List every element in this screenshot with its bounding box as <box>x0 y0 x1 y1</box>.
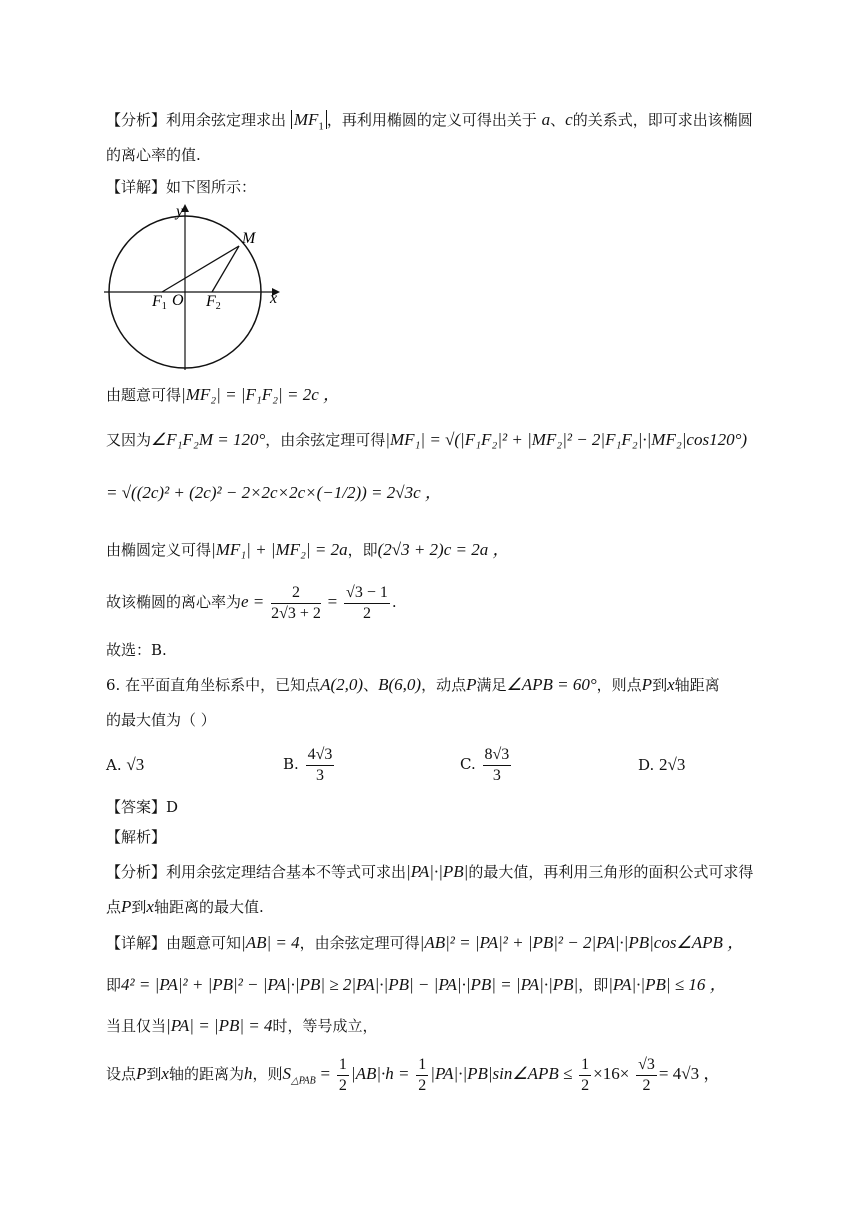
math: ×16× <box>593 1064 630 1083</box>
fraction-half <box>579 1055 591 1096</box>
text: B. <box>283 755 299 773</box>
text: 到 <box>652 676 668 694</box>
math-c: c <box>565 110 573 129</box>
f1-label <box>151 293 167 312</box>
text: 由椭圆定义可得 <box>106 541 212 559</box>
text: 2 <box>581 1076 590 1094</box>
text: ，则点 <box>596 676 642 694</box>
equality-line <box>106 1016 378 1036</box>
text: ，即 <box>347 541 378 559</box>
question-number: 6. <box>106 676 121 694</box>
inequality-line <box>106 975 727 995</box>
x-label: x <box>270 290 278 307</box>
f2-label <box>205 293 221 312</box>
equation-1 <box>106 385 340 405</box>
question-6-line-2: 的最大值为（ ） <box>106 711 216 729</box>
text: 8√3 <box>483 745 512 766</box>
text: √3 <box>636 1055 657 1076</box>
text: 又因为 <box>106 431 152 449</box>
math: = <box>327 592 338 611</box>
text: 即 <box>106 976 122 994</box>
text: 2√3 + 2 <box>271 604 321 622</box>
math: ∠APB = 60° <box>506 675 597 694</box>
text: F <box>206 293 216 310</box>
fraction <box>306 745 335 786</box>
math: √3 <box>126 755 145 774</box>
math: P <box>136 1064 147 1083</box>
text: D. <box>638 756 655 774</box>
math: |PA|·|PB| <box>406 862 469 881</box>
math: (2√3 + 2)c = 2a ， <box>377 540 510 559</box>
math-a: a <box>541 110 551 129</box>
text: 的最大值，再利用三角形的面积公式可求得 <box>468 863 754 881</box>
math-abs-mf1 <box>291 110 327 133</box>
text: 到 <box>131 898 147 916</box>
text: F <box>152 293 162 310</box>
text: 2 <box>215 301 221 312</box>
math: x <box>161 1064 169 1083</box>
text: 3 <box>315 766 324 784</box>
text: A. <box>106 756 122 774</box>
text: S <box>282 1064 291 1083</box>
analysis-line-1 <box>106 110 753 136</box>
y-label: y <box>176 203 184 220</box>
math: P <box>466 675 477 694</box>
equation-2 <box>106 430 747 450</box>
text: 1 <box>337 1055 349 1076</box>
text: 3 <box>492 766 501 784</box>
text: ，动点 <box>421 676 467 694</box>
analysis-tag: 【分析】 <box>106 111 167 129</box>
math: B(6,0) <box>378 675 422 694</box>
text: 由题意可得 <box>106 386 182 404</box>
option-d[interactable] <box>638 755 685 775</box>
text: 、 <box>550 111 566 129</box>
option-c[interactable] <box>460 742 513 786</box>
math: |MF₁| + |MF₂| = 2a <box>211 540 348 559</box>
fraction <box>271 583 321 624</box>
analysis-tag: 【分析】 <box>106 863 167 881</box>
analysis2-line-2 <box>106 897 264 917</box>
text: 满足 <box>476 676 507 694</box>
text: 1 <box>416 1055 428 1076</box>
math: P <box>641 675 653 694</box>
math: = 4√3 ， <box>658 1064 721 1083</box>
fraction <box>344 583 390 624</box>
text: 在平面直角坐标系中，已知点 <box>125 676 321 694</box>
math: |MF₂| = |F₁F₂| = 2c ， <box>181 385 340 404</box>
detail2-line <box>106 933 744 953</box>
text: 轴的距离为 <box>168 1065 244 1083</box>
fraction <box>483 745 512 786</box>
text: 当且仅当 <box>106 1017 167 1035</box>
area-symbol <box>282 1064 316 1087</box>
analysis-line-2: 的离心率的值. <box>106 146 201 164</box>
math: h <box>243 1064 253 1083</box>
text: ，由余弦定理可得 <box>265 431 386 449</box>
text: 利用余弦定理求出 <box>166 111 287 129</box>
text: 1 <box>318 120 324 133</box>
m-label: M <box>242 230 256 247</box>
text: 2 <box>418 1076 427 1094</box>
parse-tag: 【解析】 <box>106 828 167 846</box>
math: 2√3 <box>659 755 686 774</box>
text: 如下图所示： <box>166 178 257 196</box>
text: . <box>391 593 397 611</box>
math: |AB| = 4 <box>241 933 300 952</box>
detail-tag: 【详解】 <box>106 934 167 952</box>
math: ∠F₁F₂M = 120° <box>151 430 266 449</box>
ellipse-diagram <box>100 200 290 372</box>
text: ，由余弦定理可得 <box>299 934 420 952</box>
text: 、 <box>363 676 379 694</box>
analysis2-line-1 <box>106 862 753 882</box>
text: 1 <box>579 1055 591 1076</box>
text: 时，等号成立， <box>272 1017 378 1035</box>
equation-3 <box>106 483 442 503</box>
origin-label: O <box>172 292 184 309</box>
fraction-root3-over-2 <box>636 1055 657 1096</box>
text: 轴距离的最大值. <box>153 898 264 916</box>
text: 点 <box>106 898 122 916</box>
text: 4√3 <box>306 745 335 766</box>
answer-line-1: 故选：B. <box>106 641 167 659</box>
math: |AB|² = |PA|² + |PB|² − 2|PA|·|PB|cos∠APB ， <box>419 933 745 952</box>
text: ，即 <box>578 976 609 994</box>
segment-f2-m <box>212 246 239 292</box>
option-a[interactable] <box>106 755 144 775</box>
text: 的关系式，即可求出该椭圆 <box>572 111 753 129</box>
math: e = <box>241 592 265 611</box>
text: 设点 <box>106 1065 137 1083</box>
text: √3 − 1 <box>344 583 390 604</box>
option-b[interactable] <box>283 742 336 786</box>
fraction-half <box>337 1055 349 1096</box>
text: 2 <box>338 1076 347 1094</box>
text: MF <box>293 110 319 129</box>
math: = √((2c)² + (2c)² − 2×2c×2c×(−1/2)) = 2√3c ， <box>106 483 442 502</box>
math: |AB|·h = <box>350 1064 410 1083</box>
final-line <box>106 1052 720 1103</box>
math: |PA|·|PB|sin∠APB ≤ <box>430 1064 573 1083</box>
detail-tag: 【详解】 <box>106 178 167 196</box>
text: 利用余弦定理结合基本不等式可求出 <box>166 863 407 881</box>
text: C. <box>460 755 476 773</box>
answer-tag: 【答案】D <box>106 798 179 816</box>
text: ，则 <box>252 1065 283 1083</box>
math: = <box>320 1064 331 1083</box>
math: P <box>121 897 132 916</box>
text: ，再利用椭圆的定义可得出关于 <box>326 111 537 129</box>
question-6-line-1 <box>106 675 720 695</box>
fraction-half <box>416 1055 428 1096</box>
math: |PA|·|PB| ≤ 16 ， <box>608 975 727 994</box>
math: x <box>667 675 675 694</box>
text: 由题意可知 <box>166 934 242 952</box>
equation-5 <box>106 580 397 624</box>
math: |MF₁| = √(|F₁F₂|² + |MF₂|² − 2|F₁F₂|·|MF₂|cos120°) <box>385 430 748 449</box>
segment-f1-m <box>162 246 239 292</box>
math: 4² = |PA|² + |PB|² − |PA|·|PB| ≥ 2|PA|·|PB| − |PA|·|PB| = |PA|·|PB| <box>121 975 579 994</box>
text: 轴距离 <box>674 676 720 694</box>
text: △PAB <box>291 1075 316 1087</box>
text: 2 <box>271 583 321 604</box>
detail-line <box>106 177 256 197</box>
math: x <box>146 897 154 916</box>
math: |PA| = |PB| = 4 <box>166 1016 273 1035</box>
text: 2 <box>642 1076 651 1094</box>
text: 到 <box>146 1065 162 1083</box>
text: 1 <box>161 301 167 312</box>
text: 2 <box>362 604 371 622</box>
math: A(2,0) <box>320 675 364 694</box>
equation-4 <box>106 540 510 560</box>
text: 故该椭圆的离心率为 <box>106 593 242 611</box>
